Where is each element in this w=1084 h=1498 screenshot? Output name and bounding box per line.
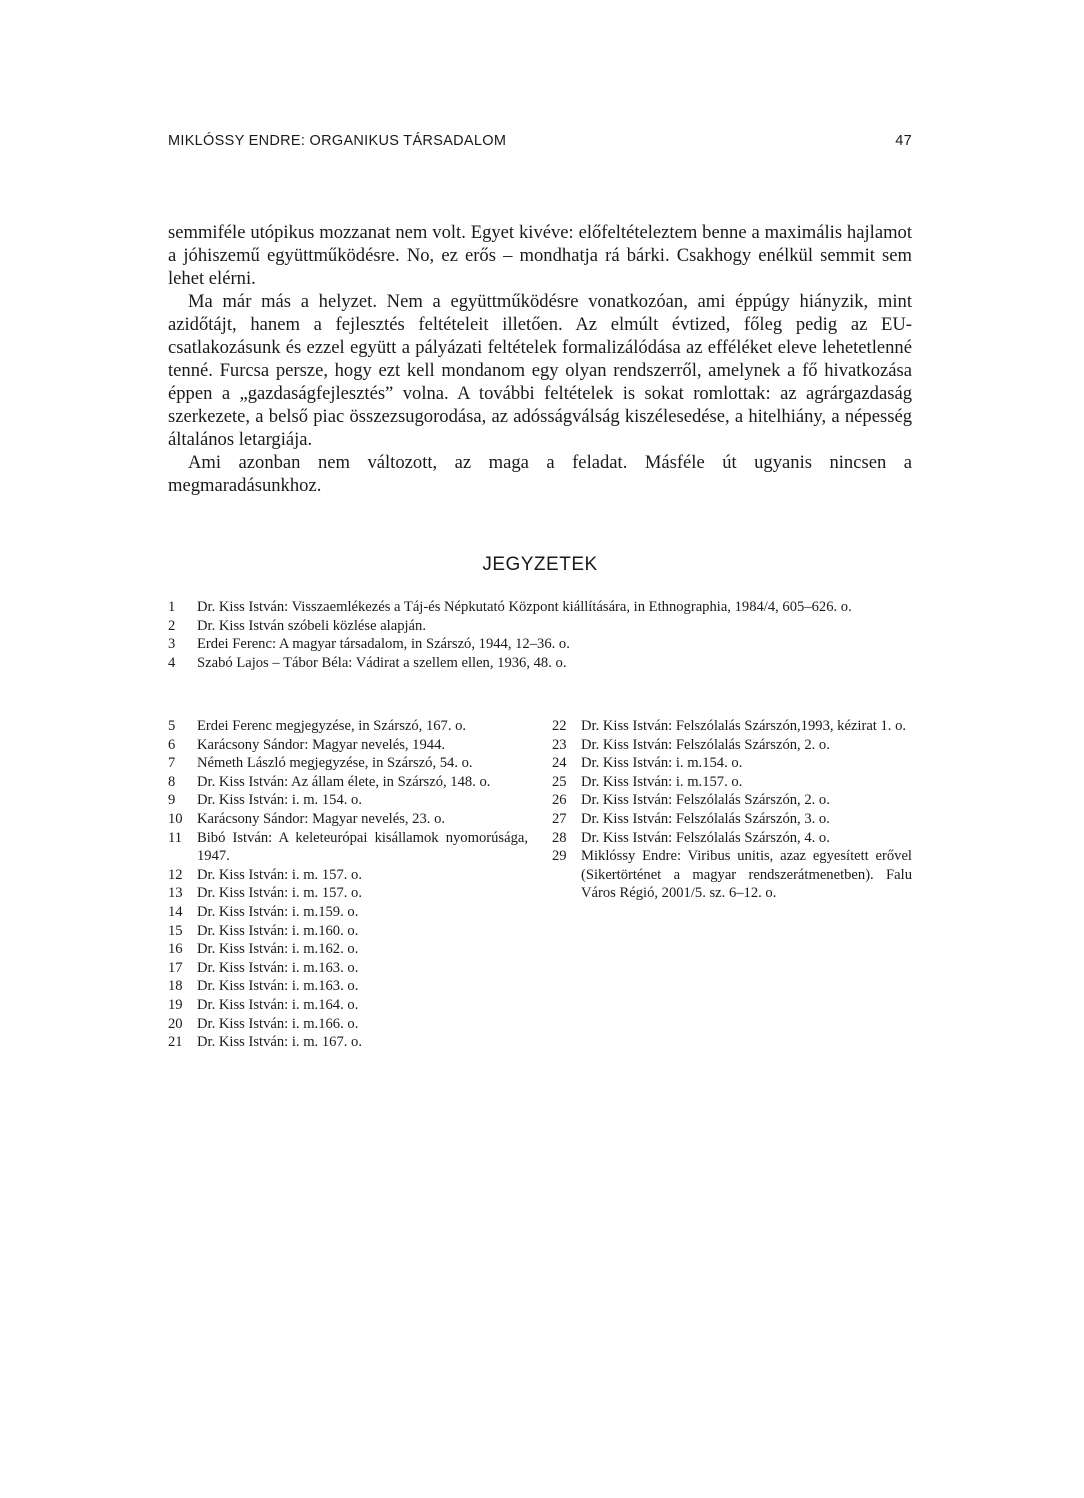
note-text: Dr. Kiss István: Felszólalás Szárszón, 4. o. (581, 829, 830, 846)
note-text: Dr. Kiss István: i. m. 167. o. (197, 1034, 362, 1051)
running-title: MIKLÓSSY ENDRE: ORGANIKUS TÁRSADALOM (168, 133, 507, 149)
body-text (168, 221, 912, 497)
note-number: 21 (168, 1034, 183, 1051)
note-item (168, 866, 528, 885)
note-item (168, 996, 528, 1015)
note-item (168, 717, 528, 736)
note-number: 3 (168, 636, 176, 653)
note-item (168, 903, 528, 922)
note-item (168, 617, 912, 636)
note-item (168, 598, 912, 617)
notes-list-top (168, 598, 912, 672)
note-number: 8 (168, 773, 176, 790)
note-number: 10 (168, 810, 183, 827)
note-item (168, 754, 528, 773)
note-number: 23 (552, 736, 567, 753)
notes-column-right (552, 717, 912, 903)
note-item (552, 736, 912, 755)
note-item (552, 717, 912, 736)
note-item (552, 773, 912, 792)
note-text: Miklóssy Endre: Viribus unitis, azaz egyesített erővel (Sikertörténet a magyar rendszerátmenetben). Falu Város Régió, 2001/5. sz. 6–12. o. (581, 848, 912, 902)
note-text: Dr. Kiss István: i. m. 154. o. (197, 792, 362, 809)
note-number: 29 (552, 848, 567, 865)
note-item (168, 959, 528, 978)
note-text: Karácsony Sándor: Magyar nevelés, 23. o. (197, 810, 446, 827)
note-text: Dr. Kiss István: Felszólalás Szárszón, 2. o. (581, 736, 830, 753)
note-number: 19 (168, 996, 183, 1013)
note-number: 28 (552, 829, 567, 846)
note-text: Szabó Lajos – Tábor Béla: Vádirat a szellem ellen, 1936, 48. o. (197, 654, 567, 671)
note-number: 17 (168, 959, 183, 976)
note-number: 12 (168, 866, 183, 883)
note-item (552, 791, 912, 810)
note-number: 13 (168, 885, 183, 902)
note-number: 6 (168, 736, 176, 753)
note-item (168, 1033, 528, 1052)
notes-column-left (168, 717, 528, 1052)
note-number: 26 (552, 792, 567, 809)
note-text: Dr. Kiss István szóbeli közlése alapján. (197, 617, 426, 634)
running-header (168, 133, 912, 155)
note-text: Erdei Ferenc megjegyzése, in Szárszó, 167. o. (197, 718, 467, 734)
note-item (168, 810, 528, 829)
note-item (168, 977, 528, 996)
note-text: Dr. Kiss István: i. m.159. o. (197, 903, 359, 920)
note-number: 7 (168, 755, 176, 772)
note-number: 4 (168, 654, 176, 671)
note-number: 2 (168, 617, 176, 634)
note-text: Dr. Kiss István: i. m.154. o. (581, 755, 743, 772)
note-item (552, 829, 912, 848)
note-number: 25 (552, 773, 567, 790)
note-item (168, 736, 528, 755)
note-item (168, 829, 528, 866)
paragraph: semmiféle utópikus mozzanat nem volt. Egyet kivéve: előfeltételeztem benne a maximális hajlamot a jóhiszemű együttműködésre. No, ez erős – mondhatja rá bárki. Csakhogy enélkül semmit sem lehet elérni. (168, 222, 912, 289)
note-text: Dr. Kiss István: i. m. 157. o. (197, 866, 362, 883)
note-item (552, 754, 912, 773)
note-text: Bibó István: A keleteurópai kisállamok nyomorúsága, 1947. (197, 829, 528, 865)
note-text: Erdei Ferenc: A magyar társadalom, in Szárszó, 1944, 12–36. o. (197, 636, 570, 653)
note-text: Dr. Kiss István: i. m.163. o. (197, 959, 359, 976)
note-text: Dr. Kiss István: Az állam élete, in Szárszó, 148. o. (197, 773, 491, 790)
paragraph: Ma már más a helyzet. Nem a együttműködésre vonatkozóan, ami éppúgy hiányzik, mint azidőtájt, hanem a fejlesztés feltételeit illetően. Az elmúlt évtized, főleg pedig az EU-csatlakozásunk és ezzel együtt a pályázati feltételek formalizálódása az efféléket eleve lehetetlenné tenné. Furcsa persze, hogy ezt kell mondanom egy olyan rendszerről, amelynek a fő hivatkozása éppen a „gazdaságfejlesztés” volna. A további feltételek is sokat romlottak: az agrárgazdaság szerkezete, a belső piac összezsugorodása, az adósságválság kiszélesedése, a hitelhiány, a népesség általános letargiája. (168, 291, 912, 450)
note-text: Dr. Kiss István: Visszaemlékezés a Táj-és Népkutató Központ kiállítására, in Ethnographia, 1984/4, 605–626. o. (197, 599, 852, 615)
note-number: 20 (168, 1015, 183, 1032)
note-number: 15 (168, 922, 183, 939)
note-number: 18 (168, 978, 183, 995)
note-number: 5 (168, 718, 176, 734)
note-item (168, 654, 912, 673)
note-text: Karácsony Sándor: Magyar nevelés, 1944. (197, 736, 446, 753)
note-item (168, 884, 528, 903)
note-item (552, 847, 912, 903)
note-item (168, 773, 528, 792)
note-text: Dr. Kiss István: i. m.160. o. (197, 922, 359, 939)
note-number: 1 (168, 599, 176, 615)
note-item (552, 810, 912, 829)
page-number: 47 (895, 133, 912, 149)
note-text: Dr. Kiss István: Felszólalás Szárszón, 3. o. (581, 810, 830, 827)
note-number: 24 (552, 755, 567, 772)
note-text: Dr. Kiss István: i. m.163. o. (197, 978, 359, 995)
note-number: 27 (552, 810, 567, 827)
note-number: 11 (168, 829, 183, 846)
note-item (168, 1015, 528, 1034)
note-number: 14 (168, 903, 183, 920)
note-text: Dr. Kiss István: i. m.162. o. (197, 941, 359, 958)
note-item (168, 922, 528, 941)
note-number: 16 (168, 941, 183, 958)
notes-heading: JEGYZETEK (482, 554, 598, 575)
note-text: Dr. Kiss István: Felszólalás Szárszón,1993, kézirat 1. o. (581, 718, 907, 734)
note-text: Dr. Kiss István: i. m.166. o. (197, 1015, 359, 1032)
note-item (168, 791, 528, 810)
note-text: Dr. Kiss István: Felszólalás Szárszón, 2. o. (581, 792, 830, 809)
note-text: Dr. Kiss István: i. m. 157. o. (197, 885, 362, 902)
paragraph: Ami azonban nem változott, az maga a feladat. Másféle út ugyanis nincsen a megmaradásunkhoz. (168, 452, 912, 496)
note-item (168, 940, 528, 959)
note-text: Dr. Kiss István: i. m.157. o. (581, 773, 743, 790)
note-item (168, 635, 912, 654)
note-number: 9 (168, 792, 176, 809)
note-text: Németh László megjegyzése, in Szárszó, 54. o. (197, 755, 473, 772)
note-number: 22 (552, 718, 567, 734)
note-text: Dr. Kiss István: i. m.164. o. (197, 996, 359, 1013)
